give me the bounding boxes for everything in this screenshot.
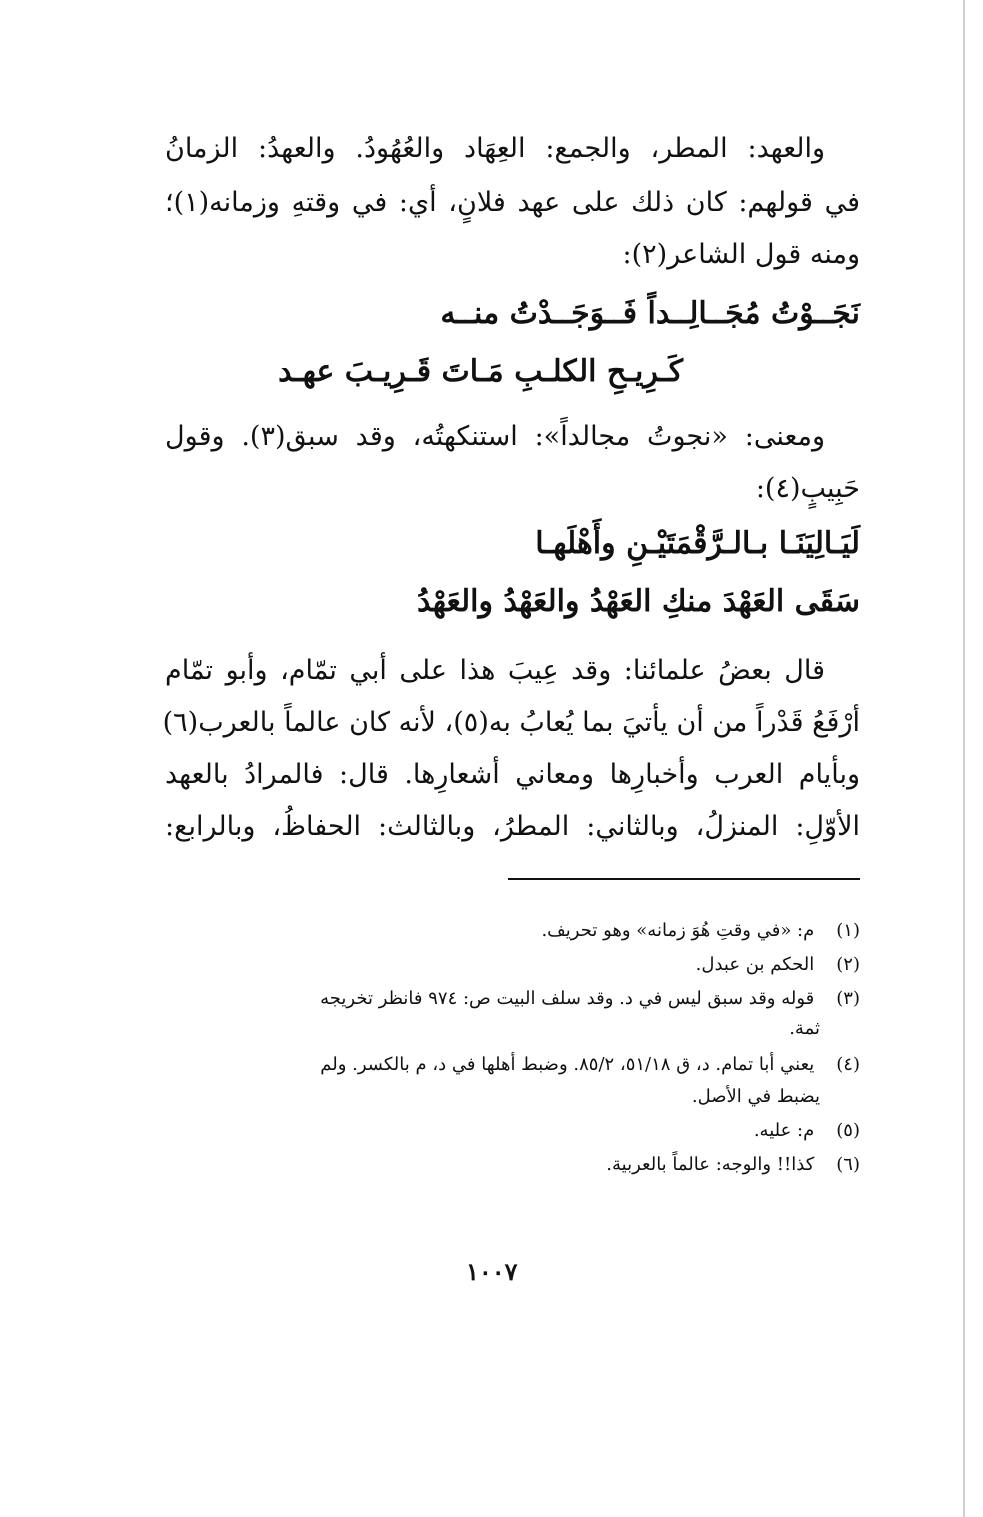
body-line-4: ومعنى: «نجوتُ مجالداً»: استنكهتُه، وقد سبق(٣). وقول [165, 421, 826, 452]
footnote-6 [165, 1150, 860, 1180]
footnote-number: (٦) [836, 1154, 860, 1175]
footnote-4 [165, 1050, 860, 1080]
footnote-separator [508, 878, 860, 880]
footnote-5 [165, 1116, 860, 1146]
body-line-8: وبأيام العرب وأخبارِها ومعاني أشعارِها. قال: فالمرادُ بالعهد [165, 759, 860, 790]
body-line-2: في قولهم: كان ذلك على عهد فلانٍ، أي: في وقتهِ وزمانه(١)؛ [165, 187, 860, 218]
footnote-text: يعني أبا تمام. د، ق ٥١/١٨، ٨٥/٢. وضبط أهلها في د، م بالكسر. ولم [320, 1054, 815, 1075]
footnote-text: الحكم بن عبدل. [695, 954, 815, 975]
footnote-number: (١) [836, 920, 860, 941]
poem-1-line-2: كَـرِيـحِ الكلـبِ مَـاتَ قَـرِيـبَ عهـد [278, 354, 683, 389]
footnote-3 [165, 984, 860, 1014]
poem-2-line-1: لَيَـالِيَنَـا بـالـرَّقْمَتَيْـنِ وأَهْلَهـا [535, 526, 860, 561]
footnote-3-continuation: ثمة. [789, 1018, 820, 1039]
body-line-9: الأوّلِ: المنزلُ، وبالثاني: المطرُ، وبالثالث: الحفاظُ، وبالرابع: [165, 811, 860, 842]
footnote-text: م: «في وقتِ هُوَ زمانه» وهو تحريف. [541, 920, 815, 941]
body-line-3: ومنه قول الشاعر(٢): [622, 239, 860, 270]
body-line-1: والعهد: المطر، والجمع: العِهَاد والعُهُودُ. والعهدُ: الزمانُ [165, 133, 825, 164]
footnote-text: قوله وقد سبق ليس في د. وقد سلف البيت ص: ٩٧٤ فانظر تخريجه [320, 988, 815, 1009]
footnote-1 [165, 916, 860, 946]
poem-1-line-1: نَجَــوْتُ مُجَــالِــداً فَــوَجَــدْتُ منــه [440, 296, 860, 331]
poem-2-line-2: سَقَى العَهْدَ منكِ العَهْدُ والعَهْدُ والعَهْدُ [416, 584, 860, 619]
footnote-number: (٤) [836, 1054, 860, 1075]
body-line-6: قال بعضُ علمائنا: وقد عِيبَ هذا على أبي تمّام، وأبو تمّام [165, 655, 825, 686]
footnote-text: كذا!! والوجه: عالماً بالعربية. [606, 1154, 815, 1175]
scan-edge-line [963, 0, 965, 1517]
page-number: ١٠٠٧ [466, 1257, 518, 1286]
footnote-number: (٣) [836, 988, 860, 1009]
footnote-number: (٥) [836, 1120, 860, 1141]
footnote-4-continuation: يضبط في الأصل. [691, 1086, 820, 1107]
body-line-7: أرْفَعُ قَدْراً من أن يأتيَ بما يُعابُ به(٥)، لأنه كان عالماً بالعرب(٦) [162, 707, 860, 738]
footnote-2 [165, 950, 860, 980]
footnote-number: (٢) [836, 954, 860, 975]
footnote-text: م: عليه. [753, 1120, 815, 1141]
body-line-5: حَبِيبٍ(٤): [755, 473, 860, 504]
